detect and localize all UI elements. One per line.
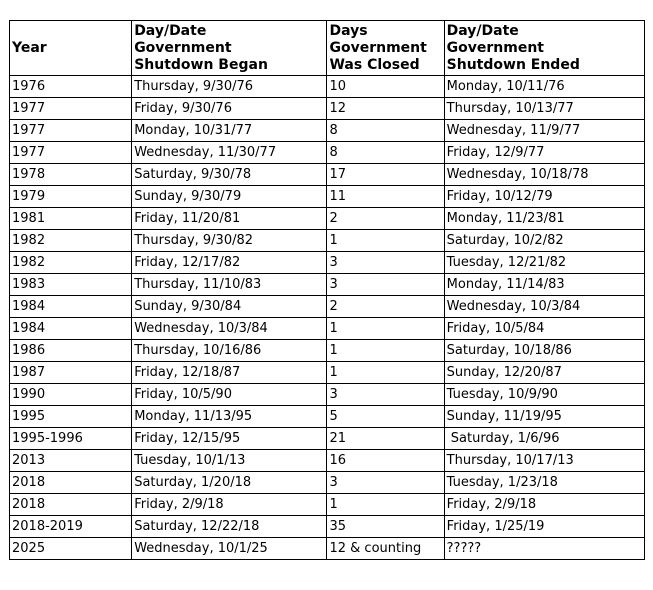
cell-began: Sunday, 9/30/79 <box>132 186 327 208</box>
table-row <box>10 340 645 362</box>
header-shutdown-began: Day/Date Government Shutdown Began <box>132 21 327 76</box>
cell-ended: Monday, 11/23/81 <box>444 208 644 230</box>
cell-began: Friday, 2/9/18 <box>132 494 327 516</box>
cell-ended: Wednesday, 11/9/77 <box>444 120 644 142</box>
cell-year: 1984 <box>10 296 132 318</box>
table-row <box>10 120 645 142</box>
cell-year: 1984 <box>10 318 132 340</box>
cell-began: Wednesday, 11/30/77 <box>132 142 327 164</box>
table-row <box>10 98 645 120</box>
cell-days: 1 <box>327 318 444 340</box>
cell-began: Friday, 10/5/90 <box>132 384 327 406</box>
cell-days: 35 <box>327 516 444 538</box>
cell-ended: Saturday, 10/18/86 <box>444 340 644 362</box>
cell-days: 3 <box>327 384 444 406</box>
cell-year: 2018-2019 <box>10 516 132 538</box>
cell-days: 5 <box>327 406 444 428</box>
cell-year: 1983 <box>10 274 132 296</box>
cell-year: 1979 <box>10 186 132 208</box>
cell-began: Friday, 11/20/81 <box>132 208 327 230</box>
cell-began: Tuesday, 10/1/13 <box>132 450 327 472</box>
cell-year: 2013 <box>10 450 132 472</box>
table-row <box>10 76 645 98</box>
table-row <box>10 406 645 428</box>
cell-days: 12 & counting <box>327 538 444 560</box>
cell-began: Saturday, 12/22/18 <box>132 516 327 538</box>
cell-began: Monday, 11/13/95 <box>132 406 327 428</box>
cell-year: 1977 <box>10 142 132 164</box>
table-row <box>10 164 645 186</box>
cell-ended: Saturday, 1/6/96 <box>444 428 644 450</box>
header-year: Year <box>10 21 132 76</box>
cell-year: 2018 <box>10 494 132 516</box>
cell-began: Wednesday, 10/3/84 <box>132 318 327 340</box>
table-row <box>10 494 645 516</box>
cell-began: Wednesday, 10/1/25 <box>132 538 327 560</box>
cell-began: Saturday, 9/30/78 <box>132 164 327 186</box>
cell-days: 16 <box>327 450 444 472</box>
cell-days: 1 <box>327 340 444 362</box>
cell-began: Friday, 12/17/82 <box>132 252 327 274</box>
table-row <box>10 428 645 450</box>
cell-began: Monday, 10/31/77 <box>132 120 327 142</box>
cell-year: 1995-1996 <box>10 428 132 450</box>
cell-ended: Tuesday, 10/9/90 <box>444 384 644 406</box>
cell-year: 1987 <box>10 362 132 384</box>
cell-year: 1995 <box>10 406 132 428</box>
cell-ended: Thursday, 10/13/77 <box>444 98 644 120</box>
cell-days: 8 <box>327 120 444 142</box>
cell-year: 1981 <box>10 208 132 230</box>
cell-days: 3 <box>327 252 444 274</box>
shutdown-table <box>9 20 645 560</box>
table-row <box>10 186 645 208</box>
cell-days: 2 <box>327 296 444 318</box>
cell-days: 8 <box>327 142 444 164</box>
cell-began: Saturday, 1/20/18 <box>132 472 327 494</box>
header-shutdown-ended: Day/Date Government Shutdown Ended <box>444 21 644 76</box>
table-row <box>10 450 645 472</box>
cell-ended: Thursday, 10/17/13 <box>444 450 644 472</box>
table-row <box>10 274 645 296</box>
cell-ended: Friday, 10/5/84 <box>444 318 644 340</box>
cell-days: 3 <box>327 274 444 296</box>
cell-days: 3 <box>327 472 444 494</box>
cell-year: 1990 <box>10 384 132 406</box>
cell-year: 1977 <box>10 120 132 142</box>
cell-began: Thursday, 9/30/76 <box>132 76 327 98</box>
header-days-closed: Days Government Was Closed <box>327 21 444 76</box>
cell-ended: Monday, 11/14/83 <box>444 274 644 296</box>
cell-days: 17 <box>327 164 444 186</box>
cell-year: 1977 <box>10 98 132 120</box>
table-row <box>10 516 645 538</box>
cell-ended: Saturday, 10/2/82 <box>444 230 644 252</box>
table-row <box>10 252 645 274</box>
cell-ended: Sunday, 12/20/87 <box>444 362 644 384</box>
cell-began: Thursday, 10/16/86 <box>132 340 327 362</box>
cell-ended: Friday, 1/25/19 <box>444 516 644 538</box>
cell-ended: Monday, 10/11/76 <box>444 76 644 98</box>
table-row <box>10 208 645 230</box>
cell-days: 12 <box>327 98 444 120</box>
cell-days: 21 <box>327 428 444 450</box>
table-header-row <box>10 21 645 76</box>
cell-year: 2025 <box>10 538 132 560</box>
cell-year: 1982 <box>10 230 132 252</box>
table-row <box>10 538 645 560</box>
cell-days: 2 <box>327 208 444 230</box>
cell-ended: Tuesday, 1/23/18 <box>444 472 644 494</box>
cell-ended: Friday, 2/9/18 <box>444 494 644 516</box>
cell-days: 10 <box>327 76 444 98</box>
table-row <box>10 362 645 384</box>
cell-ended: Friday, 10/12/79 <box>444 186 644 208</box>
cell-began: Friday, 12/18/87 <box>132 362 327 384</box>
cell-ended: Tuesday, 12/21/82 <box>444 252 644 274</box>
cell-days: 1 <box>327 494 444 516</box>
cell-began: Thursday, 11/10/83 <box>132 274 327 296</box>
cell-days: 1 <box>327 230 444 252</box>
table-row <box>10 384 645 406</box>
cell-year: 2018 <box>10 472 132 494</box>
cell-ended: Sunday, 11/19/95 <box>444 406 644 428</box>
cell-days: 1 <box>327 362 444 384</box>
table-row <box>10 318 645 340</box>
cell-ended: Friday, 12/9/77 <box>444 142 644 164</box>
cell-ended: Wednesday, 10/3/84 <box>444 296 644 318</box>
cell-ended: ????? <box>444 538 644 560</box>
table-row <box>10 230 645 252</box>
cell-began: Friday, 9/30/76 <box>132 98 327 120</box>
cell-days: 11 <box>327 186 444 208</box>
cell-year: 1986 <box>10 340 132 362</box>
cell-began: Sunday, 9/30/84 <box>132 296 327 318</box>
table-row <box>10 472 645 494</box>
table-row <box>10 296 645 318</box>
cell-ended: Wednesday, 10/18/78 <box>444 164 644 186</box>
cell-year: 1982 <box>10 252 132 274</box>
cell-year: 1976 <box>10 76 132 98</box>
table-row <box>10 142 645 164</box>
cell-began: Friday, 12/15/95 <box>132 428 327 450</box>
cell-year: 1978 <box>10 164 132 186</box>
cell-began: Thursday, 9/30/82 <box>132 230 327 252</box>
